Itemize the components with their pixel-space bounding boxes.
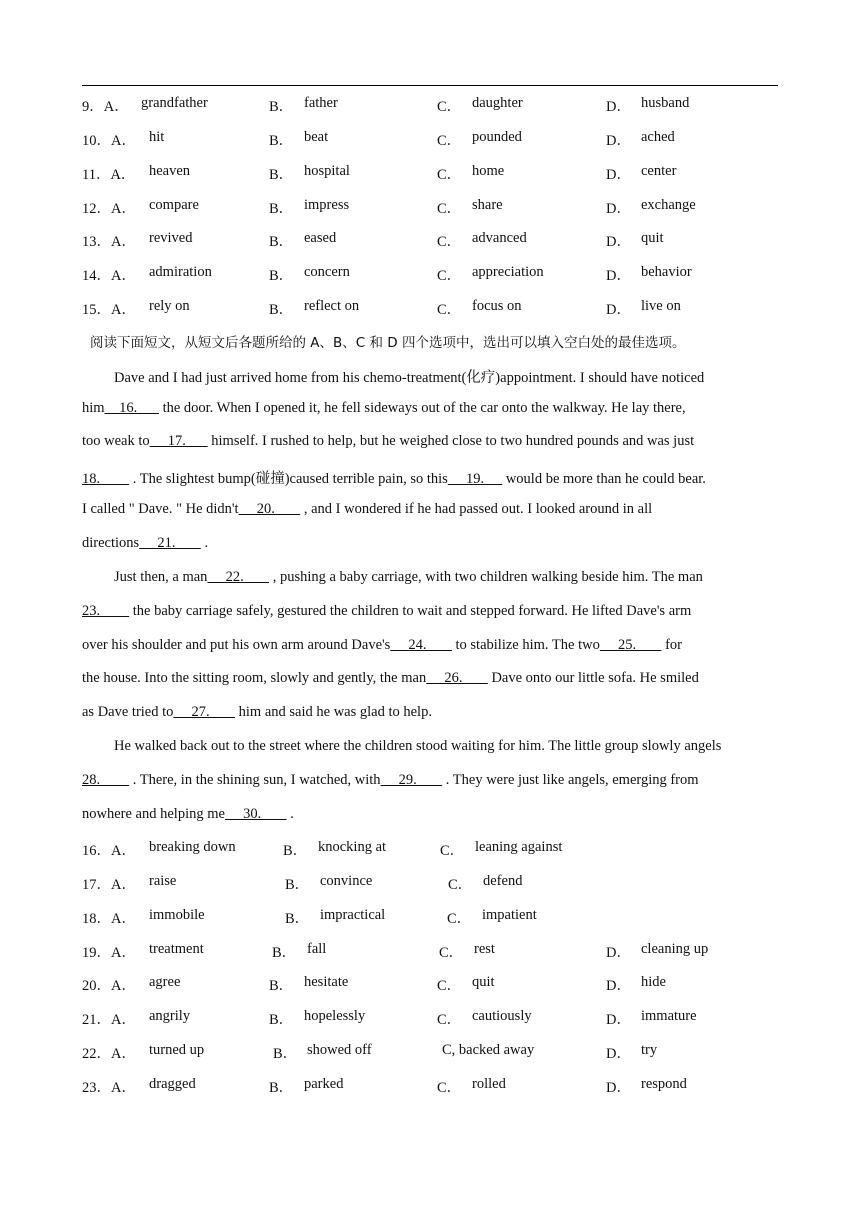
option-d-label: D． [606,978,631,994]
option-d: live on [641,298,681,314]
blank-19[interactable]: 19. [447,471,503,487]
passage-text: I called " Dave. " He didn't [82,501,239,517]
option-a: heaven [149,163,191,179]
blank-25[interactable]: 25. [599,637,662,653]
passage-text: the door. When I opened it, he fell sideways out of the car onto the walkway. He lay there, [158,400,686,416]
option-b: parked [304,1076,344,1092]
question-row [0,941,860,963]
question-row [0,873,860,895]
question-number: 12．A． [82,201,136,217]
option-b-label: B． [269,201,294,217]
option-d-label: D． [606,1080,631,1096]
option-c-label: C． [437,133,462,149]
option-b: concern [304,264,350,280]
option-c: defend [483,873,523,889]
option-b: showed off [307,1042,372,1058]
option-b: reflect on [304,298,360,314]
option-c-label: C． [437,167,462,183]
passage-line [82,467,706,488]
option-a: rely on [149,298,190,314]
option-c: impatient [482,907,537,923]
question-row [0,163,860,185]
option-d: try [641,1042,658,1058]
passage-text: the house. Into the sitting room, slowly and gently, the man [82,670,427,686]
option-b: impractical [320,907,386,923]
option-d-label: D． [606,201,631,217]
passage-text: him [82,400,105,416]
option-b-label: B． [269,99,294,115]
passage-line [82,670,699,687]
question-number: 18．A． [82,911,136,927]
option-b-label: B． [269,167,294,183]
option-d-label: D． [606,945,631,961]
option-b-label: B． [269,1012,294,1028]
question-row [0,95,860,117]
option-b-label: B． [285,877,310,893]
option-a: compare [149,197,199,213]
blank-20[interactable]: 20. [238,501,301,517]
passage-line [82,772,699,789]
option-b-label: B． [285,911,310,927]
passage-line [82,535,208,552]
passage-text: . There, in the shining sun, I watched, with [129,772,381,788]
option-d-label: D． [606,268,631,284]
blank-26[interactable]: 26. [426,670,488,686]
option-b-label: B． [269,302,294,318]
question-number: 16．A． [82,843,136,859]
option-b: father [304,95,338,111]
option-b: beat [304,129,329,145]
option-c: pounded [472,129,522,145]
option-d: ached [641,129,675,145]
question-row [0,298,860,320]
blank-29[interactable]: 29. [380,772,443,788]
option-c: cautiously [472,1008,532,1024]
option-c: leaning against [475,839,563,855]
option-a: grandfather [141,95,208,111]
option-c-label: C． [447,911,472,927]
option-d-label: D． [606,1012,631,1028]
passage-text: Just then, a man [114,569,208,585]
option-c: focus on [472,298,522,314]
question-number: 11．A． [82,167,136,183]
option-b: eased [304,230,337,246]
question-number: 13．A． [82,234,136,250]
question-row [0,839,860,861]
option-d: cleaning up [641,941,709,957]
passage-text: . [286,806,294,822]
option-c-label: C． [437,1012,462,1028]
passage-text: , and I wondered if he had passed out. I looked around in all [300,501,653,517]
passage-text: too weak to [82,433,150,449]
option-b: hospital [304,163,350,179]
question-number: 14．A． [82,268,136,284]
question-row [0,230,860,252]
passage-text: the baby carriage safely, gestured the children to wait and stepped forward. He lifted Dave's arm [129,603,692,619]
question-number: 22．A． [82,1046,136,1062]
option-c: appreciation [472,264,544,280]
option-b-label: B． [269,978,294,994]
passage-line [82,637,682,654]
question-number: 15．A． [82,302,136,318]
option-c: advanced [472,230,527,246]
option-a: immobile [149,907,205,923]
option-d: exchange [641,197,696,213]
passage-text: himself. I rushed to help, but he weighed close to two hundred pounds and was just [207,433,695,449]
option-d: center [641,163,677,179]
option-c: rolled [472,1076,506,1092]
question-number: 20．A． [82,978,136,994]
option-b: fall [307,941,327,957]
passage-line [82,806,294,823]
passage-line [82,501,652,518]
option-c: home [472,163,505,179]
blank-22[interactable]: 22. [207,569,270,585]
option-a: angrily [149,1008,191,1024]
option-b-label: B． [283,843,308,859]
question-row [0,1008,860,1030]
passage-text: , pushing a baby carriage, with two children walking beside him. The man [269,569,703,585]
option-a: breaking down [149,839,236,855]
blank-30[interactable]: 30. [224,806,287,822]
passage-text: . The slightest bump(碰撞)caused terrible pain, so this [129,471,448,487]
passage-text: would be more than he could bear. [502,471,706,487]
passage-text: . [200,535,209,551]
passage-text: Dave onto our little sofa. He smiled [487,670,699,686]
blank-24[interactable]: 24. [390,637,452,653]
option-b-label: B． [269,1080,294,1096]
passage-line [82,603,691,620]
option-a: agree [149,974,181,990]
option-d-label: D． [606,1046,631,1062]
option-c-label: C． [437,201,462,217]
question-row [0,974,860,996]
passage-text: He walked back out to the street where the children stood waiting for him. The little group slowly angels [114,738,722,754]
passage-line [82,400,686,417]
passage-text: . They were just like angels, emerging from [442,772,699,788]
option-c: C, backed away [442,1042,535,1058]
option-b: hesitate [304,974,349,990]
passage-text: nowhere and helping me [82,806,225,822]
passage-text: directions [82,535,140,551]
option-c: daughter [472,95,523,111]
option-d-label: D． [606,234,631,250]
option-d-label: D． [606,133,631,149]
option-a: treatment [149,941,204,957]
option-d: hide [641,974,666,990]
question-number: 10．A． [82,133,136,149]
blank-18[interactable]: 18. [82,471,130,487]
blank-28[interactable]: 28. [82,772,130,788]
passage-text: Dave and I had just arrived home from his chemo-treatment(化疗)appointment. I should have noticed [114,370,705,386]
option-b-label: B． [269,234,294,250]
option-c-label: C． [437,99,462,115]
question-number: 17．A． [82,877,136,893]
passage-line [82,433,694,450]
passage-text: over his shoulder and put his own arm around Dave's [82,637,391,653]
option-b: convince [320,873,373,889]
option-d: respond [641,1076,687,1092]
option-a: turned up [149,1042,205,1058]
option-a: hit [149,129,165,145]
option-d-label: D． [606,167,631,183]
option-d: immature [641,1008,697,1024]
passage-text: for [661,637,682,653]
option-c: rest [474,941,495,957]
option-d: behavior [641,264,692,280]
question-row [0,1076,860,1098]
section-instruction: 阅读下面短文，从短文后各题所给的 A、B、C 和 D 四个选项中，选出可以填入空白处的最佳选项。 [90,335,686,351]
blank-16[interactable]: 16. [104,400,159,416]
question-row [0,1042,860,1064]
option-c-label: C． [437,1080,462,1096]
option-c-label: C． [437,978,462,994]
option-b-label: B． [269,133,294,149]
option-d-label: D． [606,99,631,115]
option-b: hopelessly [304,1008,366,1024]
option-b-label: B． [269,268,294,284]
option-c-label: C． [448,877,473,893]
option-b: knocking at [318,839,387,855]
option-d: husband [641,95,690,111]
option-a: admiration [149,264,212,280]
option-b-label: B． [273,1046,298,1062]
option-a: raise [149,873,177,889]
option-c-label: C． [439,945,464,961]
option-b-label: B． [272,945,297,961]
option-d-label: D． [606,302,631,318]
question-row [0,197,860,219]
option-c: share [472,197,503,213]
question-row [0,129,860,151]
passage-line [114,738,721,755]
option-c-label: C． [437,268,462,284]
blank-23[interactable]: 23. [82,603,130,619]
top-rule [82,85,778,86]
passage-line [82,704,432,721]
option-b: impress [304,197,350,213]
blank-17[interactable]: 17. [149,433,208,449]
blank-27[interactable]: 27. [173,704,236,720]
option-c-label: C． [437,302,462,318]
option-d: quit [641,230,664,246]
passage-line [114,366,704,387]
option-a: revived [149,230,193,246]
question-number: 9．A． [82,99,129,115]
option-c-label: C． [440,843,465,859]
passage-text: as Dave tried to [82,704,174,720]
passage-text: him and said he was glad to help. [235,704,432,720]
question-number: 23．A． [82,1080,136,1096]
question-row [0,907,860,929]
passage-text: to stabilize him. The two [451,637,600,653]
question-number: 21．A． [82,1012,136,1028]
option-c-label: C． [437,234,462,250]
question-row [0,264,860,286]
option-c: quit [472,974,495,990]
option-a: dragged [149,1076,196,1092]
question-number: 19．A． [82,945,136,961]
passage-line [114,569,703,586]
blank-21[interactable]: 21. [139,535,201,551]
